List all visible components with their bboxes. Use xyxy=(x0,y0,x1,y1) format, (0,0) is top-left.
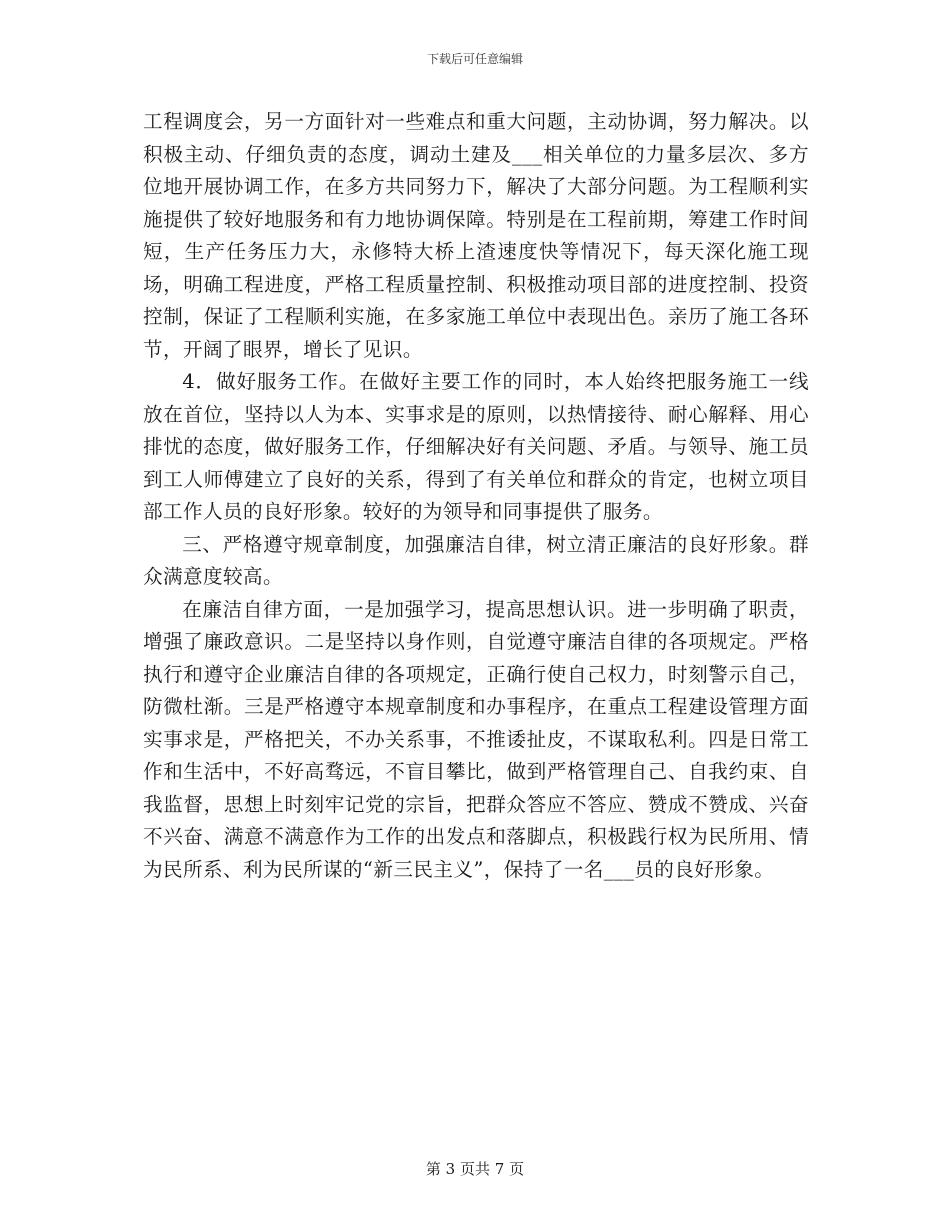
paragraph-integrity-details: 在廉洁自律方面，一是加强学习，提高思想认识。进一步明确了职责，增强了廉政意识。二是坚持以身作则，自觉遵守廉洁自律的各项规定。严格执行和遵守企业廉洁自律的各项规定，正确行使自己权力，时刻警示自己，防微杜渐。三是严格遵守本规章制度和办事程序，在重点工程建设管理方面实事求是，严格把关，不办关系事，不推诿扯皮，不谋取私利。四是日常工作和生活中，不好高骛远，不盲目攀比，做到严格管理自己、自我约束、自我监督，思想上时刻牢记党的宗旨，把群众答应不答应、赞成不赞成、兴奋不兴奋、满意不满意作为工作的出发点和落脚点，积极践行权为民所用、情为民所系、利为民所谋的“新三民主义”，保持了一名___员的良好形象。 xyxy=(143,597,809,881)
section-heading-integrity: 三、严格遵守规章制度，加强廉洁自律，树立清正廉洁的良好形象。群众满意度较高。 xyxy=(143,532,809,588)
document-body xyxy=(143,106,809,886)
paragraph-service-work: 4．做好服务工作。在做好主要工作的同时，本人始终把服务施工一线放在首位，坚持以人为本、实事求是的原则，以热情接待、耐心解释、用心排忧的态度，做好服务工作，仔细解决好有关问题、矛盾。与领导、施工员到工人师傅建立了良好的关系，得到了有关单位和群众的肯定，也树立项目部工作人员的良好形象。较好的为领导和同事提供了服务。 xyxy=(143,370,809,523)
page-number: 第 3 页共 7 页 xyxy=(425,1160,525,1178)
paragraph-continuation: 工程调度会，另一方面针对一些难点和重大问题，主动协调，努力解决。以积极主动、仔细负责的态度，调动土建及___相关单位的力量多层次、多方位地开展协调工作，在多方共同努力下，解决了大部分问题。为工程顺利实施提供了较好地服务和有力地协调保障。特别是在工程前期，筹建工作时间短，生产任务压力大，永修特大桥上渣速度快等情况下，每天深化施工现场，明确工程进度，严格工程质量控制、积极推动项目部的进度控制、投资控制，保证了工程顺利实施，在多家施工单位中表现出色。亲历了施工各环节，开阔了眼界，增长了见识。 xyxy=(143,110,809,361)
page-header: 下载后可任意编辑 xyxy=(426,52,523,66)
